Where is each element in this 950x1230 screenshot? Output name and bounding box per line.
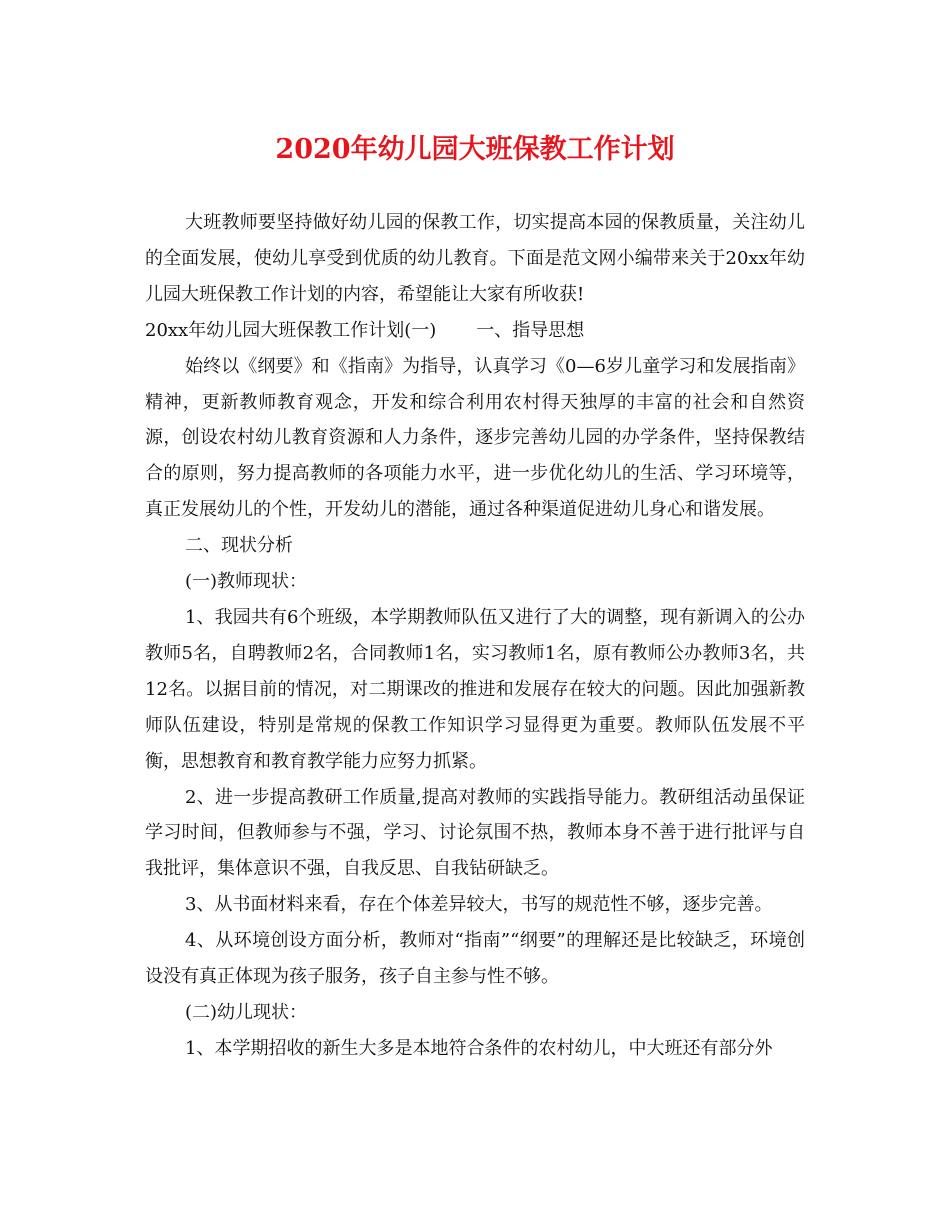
section1-paragraph: 始终以《纲要》和《指南》为指导，认真学习《0—6岁儿童学习和发展指南》精神，更新教师教育观念，开发和综合利用农村得天独厚的丰富的社会和自然资源，创设农村幼儿教育资源和人力条件，逐步完善幼儿园的办学条件，坚持保教结合的原则，努力提高教师的各项能力水平，进一步优化幼儿的生活、学习环境等，真正发展幼儿的个性，开发幼儿的潜能，通过各种渠道促进幼儿身心和谐发展。: [145, 355, 805, 521]
child-status-heading: (二)幼儿现状：: [185, 1001, 308, 1023]
plan-heading: 20xx年幼儿园大班保教工作计划(一): [145, 319, 437, 341]
plan-heading-line: [145, 313, 805, 349]
child-item: 1、本学期招收的新生大多是本地符合条件的农村幼儿，中大班还有部分外: [185, 1037, 773, 1059]
intro-paragraph: 大班教师要坚持做好幼儿园的保教工作，切实提高本园的保教质量，关注幼儿的全面发展，使幼儿享受到优质的幼儿教育。下面是范文网小编带来关于20xx年幼儿园大班保教工作计划的内容，希望能让大家有所收获!: [145, 212, 805, 305]
document-body: [145, 205, 805, 1067]
teacher-item: 2、进一步提高教研工作质量,提高对教师的实践指导能力。教研组活动虽保证学习时间，但教师参与不强，学习、讨论氛围不热，教师本身不善于进行批评与自我批评，集体意识不强，自我反思、自我钻研缺乏。: [145, 786, 805, 880]
teacher-item: 1、我园共有6个班级，本学期教师队伍又进行了大的调整，现有新调入的公办教师5名，自聘教师2名，合同教师1名，实习教师1名，原有教师公办教师3名，共12名。以据目前的情况，对二期课改的推进和发展存在较大的问题。因此加强新教师队伍建设，特别是常规的保教工作知识学习显得更为重要。教师队伍发展不平衡，思想教育和教育教学能力应努力抓紧。: [145, 606, 805, 772]
document-title: 2020年幼儿园大班保教工作计划: [275, 134, 675, 165]
section2-heading: 二、现状分析: [185, 535, 293, 557]
teacher-item: 4、从环境创设方面分析，教师对“指南”“纲要”的理解还是比较缺乏，环境创设没有真正体现为孩子服务，孩子自主参与性不够。: [145, 930, 805, 988]
section1-heading: 一、指导思想: [476, 319, 585, 341]
teacher-status-heading: (一)教师现状：: [185, 571, 308, 593]
teacher-item: 3、从书面材料来看，存在个体差异较大，书写的规范性不够，逐步完善。: [185, 894, 773, 916]
